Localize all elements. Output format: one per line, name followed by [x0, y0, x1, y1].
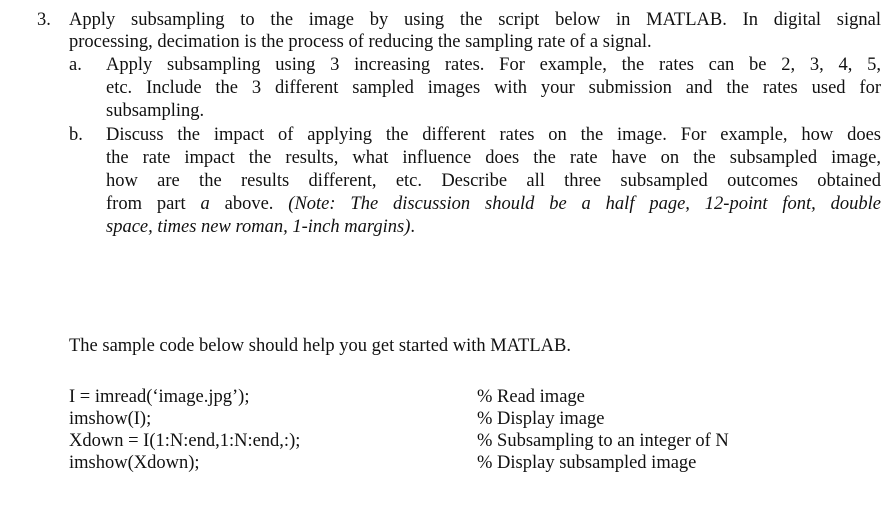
item-b-part-ref: a: [200, 194, 210, 214]
code-line-3: Xdown = I(1:N:end,1:N:end,:);: [69, 431, 301, 451]
item-b-line-5-end: .: [410, 217, 415, 237]
code-comment-2: % Display image: [477, 409, 605, 429]
item-b-note-end: space, times new roman, 1-inch margins): [106, 217, 411, 237]
item-a-marker: a.: [69, 55, 82, 75]
code-line-4: imshow(Xdown);: [69, 453, 200, 473]
item-b-line-3: how are the results different, etc. Describe all three subsampled outcomes obtained: [106, 171, 881, 191]
item-b-line-5: [106, 216, 415, 238]
code-comment-1: % Read image: [477, 387, 585, 407]
code-comment-4: % Display subsampled image: [477, 453, 697, 473]
question-line-2: processing, decimation is the process of reducing the sampling rate of a signal.: [69, 32, 652, 52]
item-b-line-4-pre: from part: [106, 194, 201, 214]
item-a-line-3: subsampling.: [106, 101, 205, 121]
item-b-line-4-mid: above.: [209, 194, 289, 214]
code-comment-3: % Subsampling to an integer of N: [477, 431, 729, 451]
code-intro: The sample code below should help you get started with MATLAB.: [69, 336, 571, 356]
item-b-note-start: (Note: The discussion should be a half page, 12-point font, double: [288, 194, 881, 214]
item-a-line-1: Apply subsampling using 3 increasing rates. For example, the rates can be 2, 3, 4, 5,: [106, 55, 881, 75]
item-a-line-2: etc. Include the 3 different sampled images with your submission and the rates used for: [106, 78, 881, 98]
question-number: 3.: [37, 10, 51, 30]
item-b-line-4: [106, 193, 881, 215]
code-line-2: imshow(I);: [69, 409, 152, 429]
item-b-line-2: the rate impact the results, what influence does the rate have on the subsampled image,: [106, 148, 881, 168]
item-b-line-1: Discuss the impact of applying the different rates on the image. For example, how does: [106, 125, 881, 145]
item-b-marker: b.: [69, 125, 83, 145]
question-line-1: Apply subsampling to the image by using the script below in MATLAB. In digital signal: [69, 10, 881, 30]
code-line-1: I = imread(‘image.jpg’);: [69, 387, 250, 407]
